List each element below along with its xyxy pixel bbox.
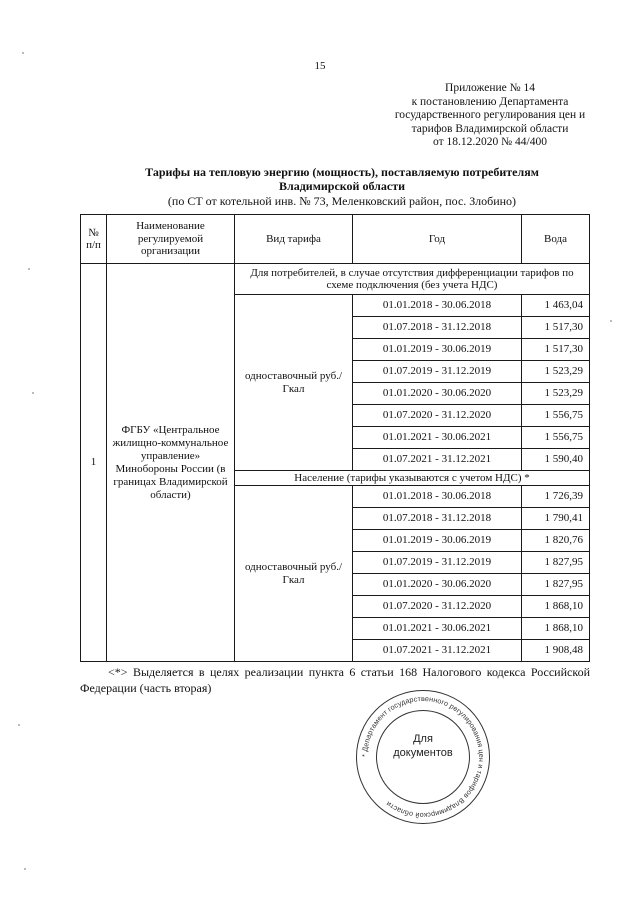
- scan-speck: [610, 320, 612, 322]
- scan-speck: [22, 52, 24, 54]
- tariff-type-cell: одноставочный руб./Гкал: [235, 486, 353, 662]
- header-org: Наименование регулируемой организации: [107, 215, 235, 264]
- section-row: [81, 264, 590, 295]
- period-cell: 01.01.2021 - 30.06.2021: [353, 427, 522, 449]
- water-value-cell: 1 517,30: [522, 317, 590, 339]
- scan-speck: [24, 868, 26, 870]
- appendix-line: государственного регулирования цен и: [394, 109, 586, 121]
- organization-name: ФГБУ «Центральное жилищно-коммунальное управление» Минобороны России (в границах Владимирской области): [107, 264, 235, 662]
- water-value-cell: 1 523,29: [522, 361, 590, 383]
- period-cell: 01.07.2019 - 31.12.2019: [353, 361, 522, 383]
- period-cell: 01.07.2020 - 31.12.2020: [353, 405, 522, 427]
- section-label: Для потребителей, в случае отсутствия дифференциации тарифов по схеме подключения (без учета НДС): [235, 264, 590, 295]
- appendix-line: к постановлению Департамента: [411, 95, 569, 108]
- appendix-line: Приложение № 14: [445, 82, 535, 94]
- row-number: 1: [81, 264, 107, 662]
- period-cell: 01.01.2018 - 30.06.2018: [353, 295, 522, 317]
- scan-speck: [18, 724, 20, 726]
- water-value-cell: 1 517,30: [522, 339, 590, 361]
- stamp-center-line: Для: [413, 733, 433, 745]
- water-value-cell: 1 556,75: [522, 427, 590, 449]
- stamp-center: [376, 732, 470, 760]
- water-value-cell: 1 820,76: [522, 530, 590, 552]
- period-cell: 01.01.2019 - 30.06.2019: [353, 530, 522, 552]
- document-subtitle: (по СТ от котельной инв. № 73, Меленковский район, пос. Злобино): [167, 194, 517, 208]
- water-value-cell: 1 590,40: [522, 449, 590, 471]
- header-year: Год: [353, 215, 522, 264]
- period-cell: 01.07.2018 - 31.12.2018: [353, 317, 522, 339]
- appendix-line: тарифов Владимирской области: [411, 122, 569, 135]
- page-number: 15: [314, 60, 326, 72]
- header-num: № п/п: [81, 215, 107, 264]
- title-line: Тарифы на тепловую энергию (мощность), поставляемую потребителям: [145, 165, 539, 179]
- tariff-type-cell: одноставочный руб./Гкал: [235, 295, 353, 471]
- water-value-cell: 1 463,04: [522, 295, 590, 317]
- period-cell: 01.01.2020 - 30.06.2020: [353, 383, 522, 405]
- water-value-cell: 1 726,39: [522, 486, 590, 508]
- water-value-cell: 1 908,48: [522, 640, 590, 662]
- water-value-cell: 1 868,10: [522, 618, 590, 640]
- period-cell: 01.07.2020 - 31.12.2020: [353, 596, 522, 618]
- appendix-line: от 18.12.2020 № 44/400: [433, 136, 547, 148]
- period-cell: 01.01.2020 - 30.06.2020: [353, 574, 522, 596]
- document-title: [96, 166, 588, 193]
- stamp-ring-label: * Департамент государственного регулирования цен и тарифов Владимирской области: [359, 693, 487, 821]
- water-value-cell: 1 556,75: [522, 405, 590, 427]
- water-value-cell: 1 827,95: [522, 574, 590, 596]
- tariff-table: [80, 214, 590, 662]
- period-cell: 01.07.2018 - 31.12.2018: [353, 508, 522, 530]
- section-label: Население (тарифы указываются с учетом НДС) *: [235, 471, 590, 486]
- period-cell: 01.01.2019 - 30.06.2019: [353, 339, 522, 361]
- scan-speck: [32, 392, 34, 394]
- water-value-cell: 1 523,29: [522, 383, 590, 405]
- period-cell: 01.07.2019 - 31.12.2019: [353, 552, 522, 574]
- period-cell: 01.01.2021 - 30.06.2021: [353, 618, 522, 640]
- water-value-cell: 1 790,41: [522, 508, 590, 530]
- header-tariff-type: Вид тарифа: [235, 215, 353, 264]
- scan-speck: [28, 268, 30, 270]
- water-value-cell: 1 827,95: [522, 552, 590, 574]
- title-line: Владимирской области: [278, 178, 406, 193]
- stamp-center-line: документов: [393, 747, 453, 759]
- water-value-cell: 1 868,10: [522, 596, 590, 618]
- table-header-row: [81, 215, 590, 264]
- period-cell: 01.01.2018 - 30.06.2018: [353, 486, 522, 508]
- period-cell: 01.07.2021 - 31.12.2021: [353, 640, 522, 662]
- footnote: <*> Выделяется в целях реализации пункта 6 статьи 168 Налогового кодекса Российской Федерации (часть вторая): [80, 665, 590, 695]
- appendix-header: [372, 82, 608, 150]
- header-water: Вода: [522, 215, 590, 264]
- period-cell: 01.07.2021 - 31.12.2021: [353, 449, 522, 471]
